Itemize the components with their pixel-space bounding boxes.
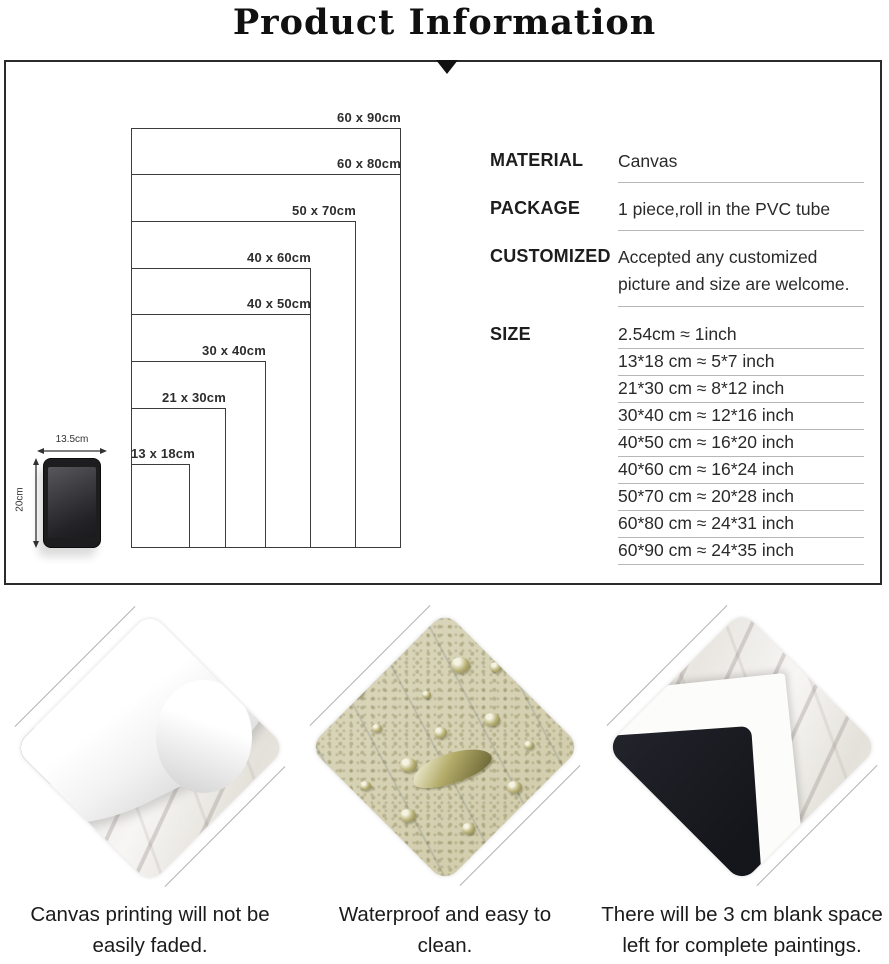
spec-label: PACKAGE [490,198,581,219]
spec-table [490,148,864,578]
spec-row-package [490,196,864,231]
width-dimension-arrow-icon [37,447,107,455]
spec-label: CUSTOMIZED [490,246,611,267]
feature-image-blank-space [606,611,878,883]
feature-image-canvas-roll [14,612,286,884]
size-rect-label: 60 x 90cm [337,110,401,125]
feature-blank-space [646,651,838,843]
canvas-backside [606,726,766,883]
size-conversion-row: 60*80 cm ≈ 24*31 inch [618,511,864,538]
feature-image-content [606,611,878,883]
feature-image-content [309,611,581,883]
canvas-curl [156,680,252,793]
info-panel [4,60,882,585]
feature-waterproof [349,651,541,843]
size-conversion-row: 40*50 cm ≈ 16*20 inch [618,430,864,457]
size-rect-label: 13 x 18cm [131,446,195,461]
spec-value: Canvas [618,148,864,183]
spec-label: SIZE [490,323,531,344]
size-rect-label: 40 x 50cm [247,296,311,311]
size-conversion-list [618,322,864,565]
size-rect-label: 30 x 40cm [202,343,266,358]
feature-caption: There will be 3 cm blank space left for complete paintings. [601,903,883,957]
feature-image-content [14,612,286,884]
tablet-image [43,458,101,548]
page-title: Product Information [232,2,657,43]
spec-value: 1 piece,roll in the PVC tube [618,196,864,231]
water-droplet [451,657,470,673]
feature-caption: Waterproof and easy to clean. [338,903,552,957]
size-conversion-row: 60*90 cm ≈ 24*35 inch [618,538,864,565]
feature-caption: Canvas printing will not be easily faded. [30,903,270,957]
size-conversion-row: 30*40 cm ≈ 12*16 inch [618,403,864,430]
height-dimension-arrow-icon [32,458,40,548]
size-conversion-row: 50*70 cm ≈ 20*28 inch [618,484,864,511]
tablet-height-label: 20cm [14,487,26,512]
size-conversion-row: 40*60 cm ≈ 16*24 inch [618,457,864,484]
spec-row-customized [490,244,864,306]
size-rect-label: 60 x 80cm [337,156,401,171]
feature-canvas-roll [54,652,246,844]
spec-label: MATERIAL [490,150,584,170]
feature-image-waterproof [309,611,581,883]
tablet-width-label: 13.5cm [55,434,89,445]
water-droplet [507,781,522,793]
spec-row-material [490,148,864,183]
spec-value: Accepted any customized picture and size are welcome. [618,244,864,306]
water-droplet [434,727,447,738]
size-rect [131,464,190,548]
spec-row-size [490,322,864,565]
water-droplet [462,823,475,834]
size-conversion-row: 21*30 cm ≈ 8*12 inch [618,376,864,403]
size-conversion-row: 13*18 cm ≈ 5*7 inch [618,349,864,376]
size-conversion-row: 2.54cm ≈ 1inch [618,322,864,349]
size-rect-label: 21 x 30cm [162,390,226,405]
size-rect-label: 50 x 70cm [292,203,356,218]
water-droplet [422,691,431,698]
size-rect-label: 40 x 60cm [247,250,311,265]
water-droplet [400,809,416,822]
canvas-texture [309,611,581,883]
water-droplet [349,685,364,697]
tablet-screen [48,467,96,538]
